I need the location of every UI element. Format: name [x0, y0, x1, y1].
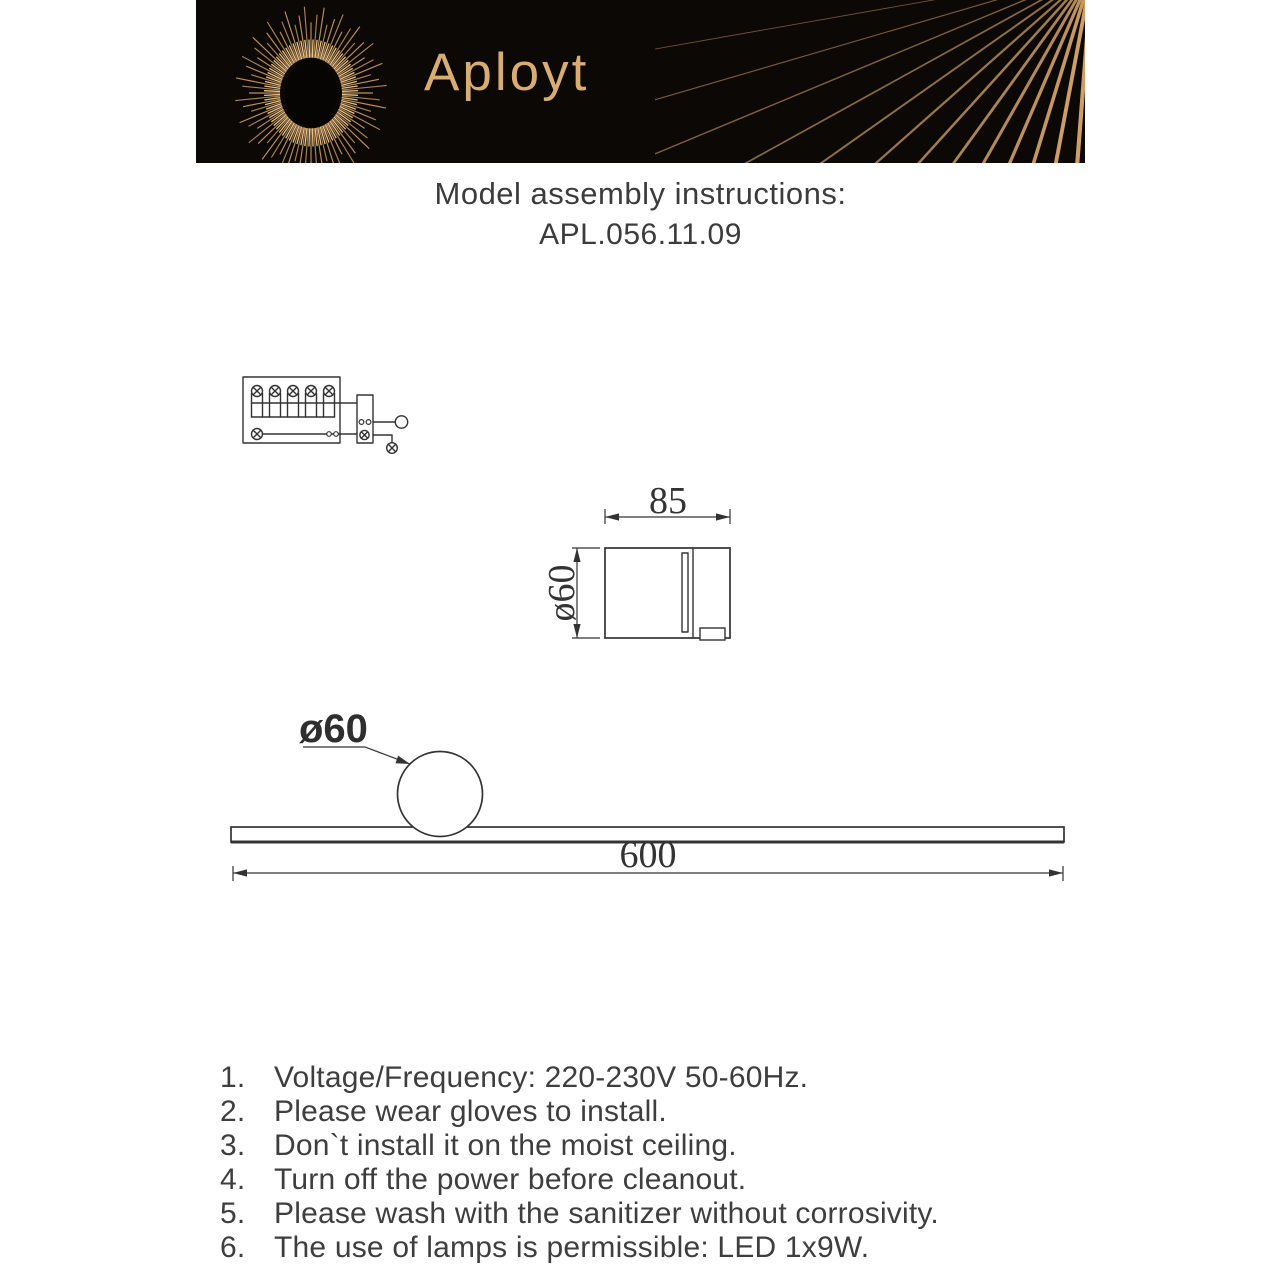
dim-arrow-right — [716, 513, 730, 520]
dim-arrow-left — [605, 513, 619, 520]
lamp-symbol-bottom — [252, 429, 263, 440]
ray-line — [655, 0, 1067, 94]
item-text: Don`t install it on the moist ceiling. — [274, 1129, 737, 1162]
item-text: Voltage/Frequency: 220-230V 50-60Hz. — [274, 1061, 809, 1094]
list-item — [220, 1130, 1100, 1164]
ray-line — [312, 39, 313, 57]
item-number: 3. — [220, 1129, 246, 1162]
title-block — [196, 176, 1085, 252]
ground-wire — [373, 435, 392, 443]
dia-dim-label: ø60 — [541, 564, 583, 622]
width-dim-label: 85 — [649, 480, 687, 522]
list-item — [220, 1232, 1100, 1266]
item-number: 2. — [220, 1095, 246, 1128]
page-title: Model assembly instructions: — [434, 176, 847, 211]
length-dim-label: 600 — [619, 834, 677, 876]
item-text: Please wear gloves to install. — [274, 1095, 667, 1128]
corner-rays-decoration-icon — [655, 0, 1085, 163]
item-text: The use of lamps is permissible: LED 1x9W. — [274, 1231, 870, 1264]
list-item — [220, 1198, 1100, 1232]
sunburst-logo-icon — [206, 0, 406, 163]
wire-terminal-dot — [327, 432, 332, 437]
wire-terminal-dot — [334, 432, 339, 437]
model-number: APL.056.11.09 — [539, 218, 742, 251]
item-number: 6. — [220, 1231, 246, 1264]
list-item — [220, 1062, 1100, 1096]
item-number: 1. — [220, 1061, 246, 1094]
lamp-symbols-row — [252, 386, 335, 397]
item-number: 5. — [220, 1197, 246, 1230]
ray-line — [342, 91, 358, 92]
ray-line — [309, 128, 310, 146]
brand-banner — [196, 0, 1085, 163]
dim-arrow-up — [573, 548, 580, 562]
ray-line — [309, 39, 310, 57]
wiring-diagram — [228, 358, 443, 470]
ray-line — [264, 95, 280, 96]
lamp-head-circle — [398, 752, 483, 837]
leader-arrow — [396, 756, 411, 764]
list-item — [220, 1164, 1100, 1198]
terminal-dot — [359, 420, 364, 425]
dia-dim-label-group — [541, 565, 583, 622]
mount-tab — [700, 628, 725, 640]
terminal-dot — [366, 420, 371, 425]
list-item — [220, 1096, 1100, 1130]
item-text: Please wash with the sanitizer without corrosivity. — [274, 1197, 939, 1230]
dim-arrow-down — [573, 624, 580, 638]
item-text: Turn off the power before cleanout. — [274, 1163, 747, 1196]
front-view-drawing — [530, 470, 750, 660]
dim-arrow-right — [1049, 869, 1063, 876]
ray-line — [655, 0, 1068, 163]
brand-logo-text: Aployt — [424, 43, 590, 102]
head-dia-label: ø60 — [299, 707, 368, 751]
wiring-bus-lines — [252, 403, 358, 434]
ray-line — [264, 91, 280, 92]
side-view-drawing — [215, 685, 1085, 895]
ray-line — [962, 0, 1085, 163]
sunburst-center — [285, 59, 337, 127]
dim-arrow-left — [233, 869, 247, 876]
connector-circle — [395, 416, 407, 428]
ray-line — [312, 128, 313, 146]
instruction-list — [220, 1062, 1100, 1266]
fixture-body-outline — [605, 548, 730, 638]
lamp-symbol-right — [387, 443, 398, 454]
ray-line — [342, 95, 358, 96]
ground-terminal — [360, 430, 369, 439]
item-number: 4. — [220, 1163, 246, 1196]
